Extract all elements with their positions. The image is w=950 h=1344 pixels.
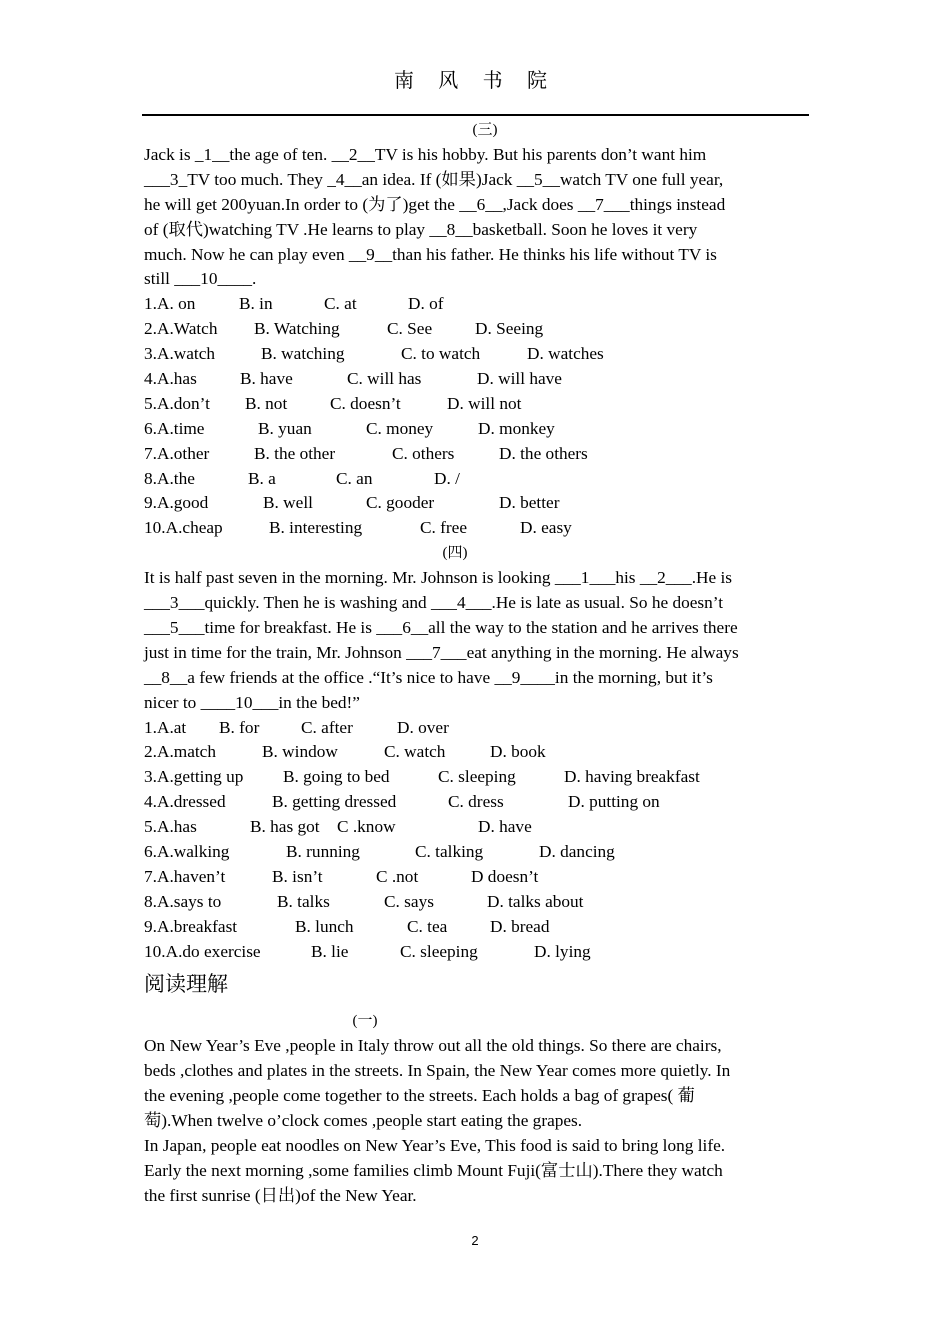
option-c[interactable]: C. sleeping <box>438 767 516 787</box>
option-a[interactable]: 9.A.good <box>144 493 209 513</box>
option-a[interactable]: 2.A.Watch <box>144 319 218 339</box>
question-options-row <box>144 790 806 815</box>
option-d[interactable]: D. better <box>499 493 560 513</box>
option-c[interactable]: C. others <box>392 443 455 463</box>
option-d[interactable]: D. will not <box>447 393 522 413</box>
section-3-title: (三) <box>472 122 498 138</box>
header-rule <box>142 114 809 116</box>
option-b[interactable]: B. Watching <box>254 319 340 339</box>
passage-line: the first sunrise (日出)of the New Year. <box>144 1185 417 1205</box>
option-c[interactable]: C .know <box>337 817 396 837</box>
option-a[interactable]: 7.A.haven’t <box>144 866 226 886</box>
question-options-row <box>144 840 806 865</box>
option-c[interactable]: C. talking <box>415 842 484 862</box>
question-options-row <box>144 491 806 516</box>
option-a[interactable]: 1.A.at <box>144 717 187 737</box>
passage-line: ___3_TV too much. They _4__an idea. If (如果)Jack __5__watch TV one full year, <box>144 169 724 189</box>
passage-line: much. Now he can play even __9__than his father. He thinks his life without TV is <box>144 244 717 264</box>
passage-line: It is half past seven in the morning. Mr. Johnson is looking ___1___his __2___.He is <box>144 568 733 588</box>
question-options-row <box>144 915 806 940</box>
passage-line: Early the next morning ,some families climb Mount Fuji(富士山).There they watch <box>144 1160 723 1180</box>
option-b[interactable]: B. getting dressed <box>272 792 397 812</box>
option-a[interactable]: 8.A.says to <box>144 891 222 911</box>
option-c[interactable]: C. an <box>336 468 373 488</box>
option-b[interactable]: B. going to bed <box>283 767 390 787</box>
passage-line: he will get 200yuan.In order to (为了)get the __6__,Jack does __7___things instead <box>144 194 726 214</box>
option-c[interactable]: C. money <box>366 418 434 438</box>
option-a[interactable]: 5.A.don’t <box>144 393 210 413</box>
document-body <box>144 118 806 1209</box>
option-b[interactable]: B. talks <box>277 891 330 911</box>
passage-line: beds ,clothes and plates in the streets. In Spain, the New Year comes more quietly. In <box>144 1061 731 1081</box>
option-a[interactable]: 10.A.do exercise <box>144 941 261 961</box>
question-options-row <box>144 367 806 392</box>
question-options-row <box>144 516 806 541</box>
option-b[interactable]: B. isn’t <box>272 866 323 886</box>
option-b[interactable]: B. for <box>219 717 260 737</box>
option-d[interactable]: D doesn’t <box>471 866 539 886</box>
passage-line: of (取代)watching TV .He learns to play __8__basketball. Soon he loves it very <box>144 219 698 239</box>
option-d[interactable]: D. lying <box>534 941 591 961</box>
option-d[interactable]: D. the others <box>499 443 588 463</box>
section-3-passage <box>144 143 806 292</box>
option-d[interactable]: D. book <box>490 742 546 762</box>
question-options-row <box>144 442 806 467</box>
option-a[interactable]: 2.A.match <box>144 742 216 762</box>
question-options-row <box>144 417 806 442</box>
option-d[interactable]: D. easy <box>520 518 572 538</box>
option-a[interactable]: 1.A. on <box>144 294 196 314</box>
option-a[interactable]: 5.A.has <box>144 817 197 837</box>
option-b[interactable]: B. not <box>245 393 288 413</box>
reading-heading: 阅读理解 <box>144 971 228 996</box>
question-options-row <box>144 342 806 367</box>
passage-line: In Japan, people eat noodles on New Year’s Eve, This food is said to bring long life. <box>144 1136 726 1156</box>
passage-line: still ___10____. <box>144 269 257 289</box>
reading-passage <box>144 1034 806 1208</box>
option-a[interactable]: 4.A.dressed <box>144 792 226 812</box>
section-3-options <box>144 292 806 541</box>
question-options-row <box>144 467 806 492</box>
option-b[interactable]: B. in <box>239 294 273 314</box>
option-d[interactable]: D. having breakfast <box>564 767 700 787</box>
option-d[interactable]: D. have <box>478 817 532 837</box>
option-b[interactable]: B. window <box>262 742 338 762</box>
question-options-row <box>144 740 806 765</box>
option-c[interactable]: C. at <box>324 294 357 314</box>
header-title: 南 风 书 院 <box>393 68 557 92</box>
option-a[interactable]: 7.A.other <box>144 443 210 463</box>
option-a[interactable]: 6.A.walking <box>144 842 230 862</box>
section-4-passage <box>144 566 806 715</box>
option-a[interactable]: 4.A.has <box>144 369 197 389</box>
option-b[interactable]: B. have <box>240 369 293 389</box>
question-options-row <box>144 392 806 417</box>
option-b[interactable]: B. well <box>263 493 313 513</box>
option-d[interactable]: D. monkey <box>478 418 555 438</box>
reading-sub-title: (一) <box>352 1012 378 1029</box>
option-b[interactable]: B. the other <box>254 443 336 463</box>
option-d[interactable]: D. will have <box>477 369 562 389</box>
passage-line: 萄).When twelve o’clock comes ,people start eating the grapes. <box>144 1111 583 1131</box>
option-c[interactable]: C. watch <box>384 742 446 762</box>
option-d[interactable]: D. dancing <box>539 842 615 862</box>
passage-line: On New Year’s Eve ,people in Italy throw out all the old things. So there are chairs, <box>144 1036 722 1056</box>
option-c[interactable]: C. doesn’t <box>330 393 401 413</box>
option-b[interactable]: B. watching <box>261 344 345 364</box>
passage-line: the evening ,people come together to the streets. Each holds a bag of grapes( 葡 <box>144 1086 695 1106</box>
passage-line: ___5___time for breakfast. He is ___6__all the way to the station and he arrives there <box>144 617 738 637</box>
option-b[interactable]: B. running <box>286 842 360 862</box>
option-c[interactable]: C. free <box>420 518 468 538</box>
passage-line: __8__a few friends at the office .“It’s nice to have __9____in the morning, but it’s <box>144 667 713 687</box>
question-options-row <box>144 317 806 342</box>
option-b[interactable]: B. has got <box>250 817 320 837</box>
option-d[interactable]: D. over <box>397 717 449 737</box>
option-a[interactable]: 3.A.getting up <box>144 767 244 787</box>
passage-line: nicer to ____10___in the bed!” <box>144 692 360 712</box>
option-b[interactable]: B. lie <box>311 941 349 961</box>
section-4-options <box>144 716 806 965</box>
option-c[interactable]: C. See <box>387 319 433 339</box>
section-4-title: (四) <box>442 545 468 562</box>
page-number: 2 <box>471 1233 479 1248</box>
question-options-row <box>144 716 806 741</box>
question-options-row <box>144 292 806 317</box>
option-c[interactable]: C. dress <box>448 792 504 812</box>
option-a[interactable]: 3.A.watch <box>144 344 216 364</box>
option-b[interactable]: B. yuan <box>258 418 312 438</box>
passage-line: ___3___quickly. Then he is washing and ___4___.He is late as usual. So he doesn’t <box>144 593 724 613</box>
option-d[interactable]: D. talks about <box>487 891 584 911</box>
question-options-row <box>144 940 806 965</box>
option-c[interactable]: C. says <box>384 891 434 911</box>
option-c[interactable]: C. tea <box>407 916 448 936</box>
option-d[interactable]: D. watches <box>527 344 604 364</box>
option-d[interactable]: D. putting on <box>568 792 660 812</box>
option-d[interactable]: D. / <box>434 468 460 488</box>
option-c[interactable]: C. after <box>301 717 353 737</box>
option-a[interactable]: 10.A.cheap <box>144 518 223 538</box>
option-c[interactable]: C. sleeping <box>400 941 478 961</box>
option-a[interactable]: 9.A.breakfast <box>144 916 238 936</box>
option-d[interactable]: D. of <box>408 294 444 314</box>
option-a[interactable]: 6.A.time <box>144 418 205 438</box>
question-options-row <box>144 765 806 790</box>
option-d[interactable]: D. bread <box>490 916 550 936</box>
question-options-row <box>144 865 806 890</box>
option-d[interactable]: D. Seeing <box>475 319 544 339</box>
question-options-row <box>144 890 806 915</box>
option-a[interactable]: 8.A.the <box>144 468 195 488</box>
option-b[interactable]: B. lunch <box>295 916 354 936</box>
passage-line: Jack is _1__the age of ten. __2__TV is his hobby. But his parents don’t want him <box>144 144 707 164</box>
option-b[interactable]: B. a <box>248 468 276 488</box>
passage-line: just in time for the train, Mr. Johnson ___7___eat anything in the morning. He always <box>144 642 739 662</box>
option-c[interactable]: C .not <box>376 866 419 886</box>
option-b[interactable]: B. interesting <box>269 518 363 538</box>
option-c[interactable]: C. to watch <box>401 344 481 364</box>
option-c[interactable]: C. will has <box>347 369 422 389</box>
question-options-row <box>144 815 806 840</box>
option-c[interactable]: C. gooder <box>366 493 435 513</box>
